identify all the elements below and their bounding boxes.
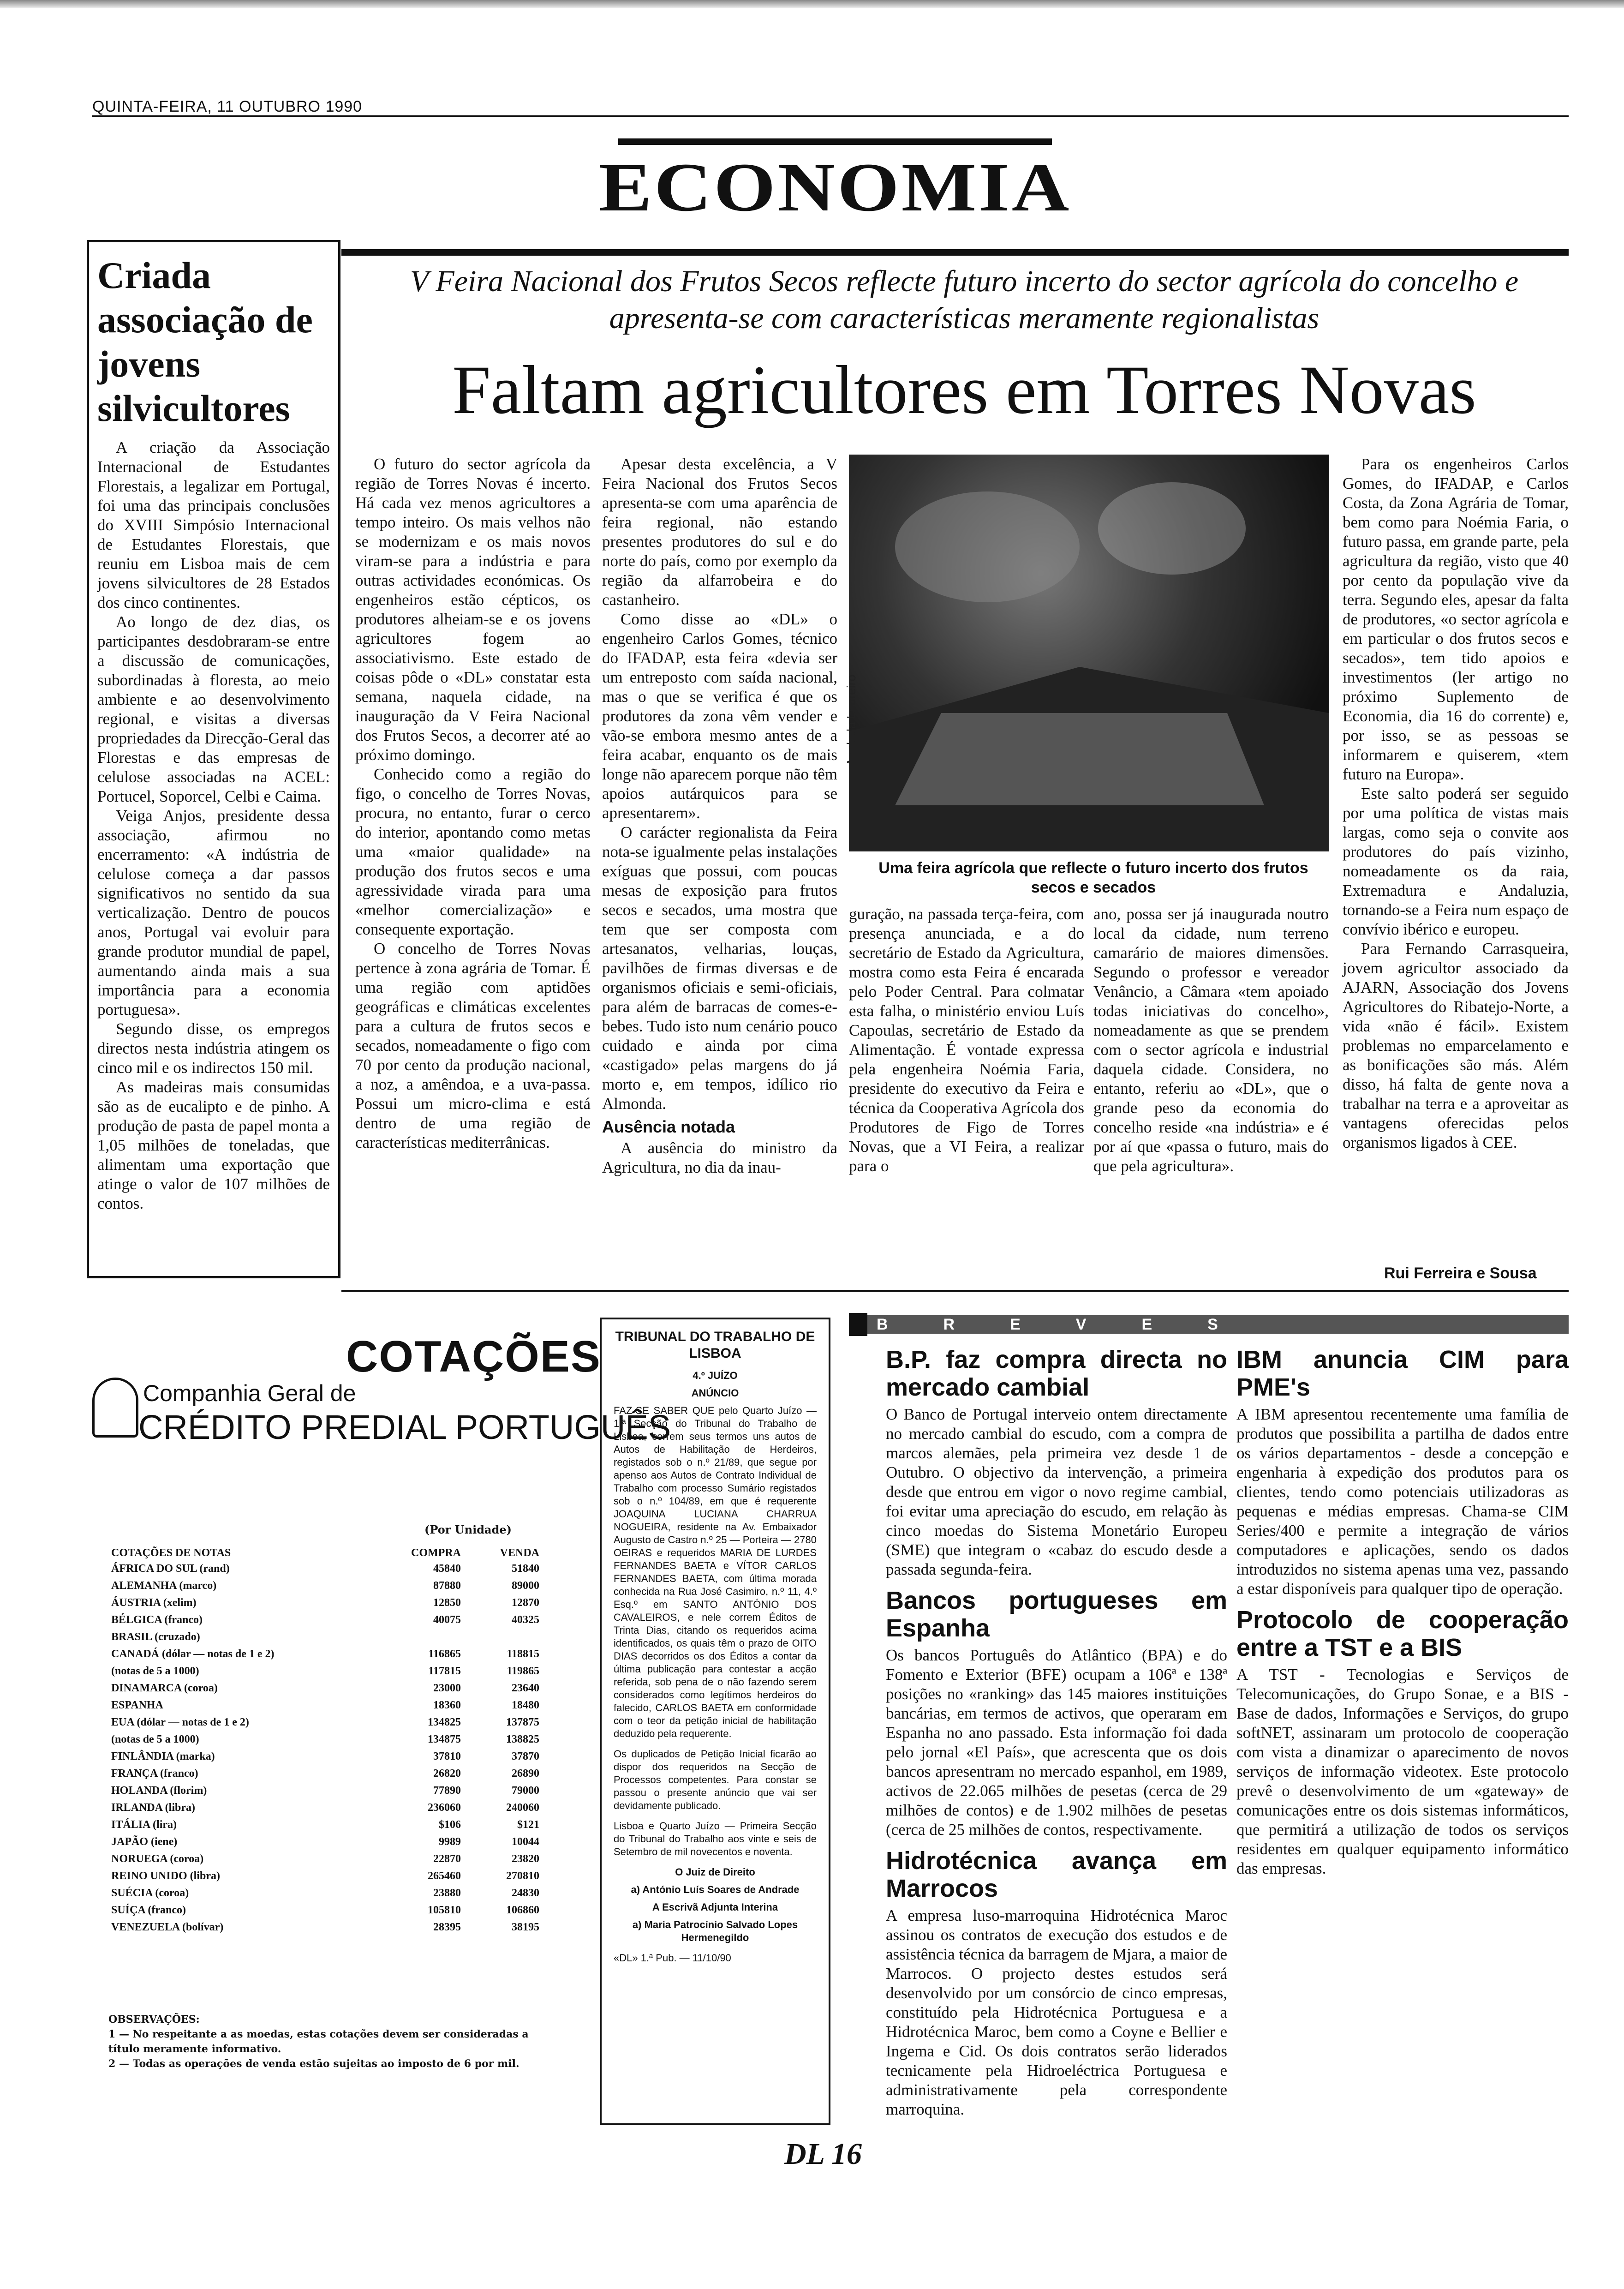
currency-cell: SUÍÇA (franco) bbox=[111, 1904, 186, 1916]
sidebar-body bbox=[97, 438, 330, 1213]
table-row bbox=[108, 1594, 542, 1612]
buy-rate-cell: 23000 bbox=[433, 1682, 461, 1694]
table-row bbox=[108, 1560, 542, 1577]
sell-rate-cell: 138825 bbox=[506, 1733, 539, 1745]
notice-title: TRIBUNAL DO TRABALHO DE LISBOA bbox=[615, 1329, 815, 1361]
brief-body: Os bancos Português do Atlântico (BPA) e do Fomento e Exterior (BFE) ocupam a 106ª e 138ª posições no «ranking» das 145 maiores instituições bancárias, em termos de activos, que operaram em Espanha no ano passado. Esta informação foi dada pelo jornal «El País», que acrescenta que os dois bancos apresentram no mercado espanhol, em 1989, activos de 22.065 milhões de pesetas (cerca de 29 milhões de contos) e de 1.902 milhões de pesetas (cerca de 25 milhões de contos, respectivamente. bbox=[886, 1646, 1227, 1839]
buy-rate-cell: 265460 bbox=[428, 1870, 461, 1882]
table-row bbox=[108, 1663, 542, 1680]
brief-body: A empresa luso-marroquina Hidrotécnica Maroc assinou os contratos de execução dos estudos e de assistência técnica da barragem de Mjara, a maior de Marrocos. O projecto destes estudos será desenvolvido por um consórcio de cinco empresas, constituído pela Hidrotécnica Portuguesa e a Hidrotécnica Maroc, bem como a Coyne e Bellier e Ingema e Cid. Os dois contratos serão liderados tecnicamente pela Hidroeléctrica Portuguesa e administrativamente pela correspondente marroquina. bbox=[886, 1906, 1227, 2118]
buy-rate-cell: 18360 bbox=[433, 1699, 461, 1711]
buy-rate-cell: 134825 bbox=[428, 1716, 461, 1728]
table-row bbox=[108, 1868, 542, 1885]
paragraph: guração, na passada terça-feira, com presença anunciada, e a do secretário de Estado da Agricultura, mostra como esta Feira é encarada pelo Poder Central. Para colmatar esta falha, o ministério enviou Luís Capoulas, secretário de Estado da Alimentação. É vontade expressa pela engenheira Noémia Faria, presidente do executivo da Feira e técnica da Cooperativa Agrícola dos Produtores de Figo de Torres Novas, que a VI Feira, a realizar para o bbox=[849, 905, 1084, 1175]
sell-rate-cell: 23640 bbox=[512, 1682, 539, 1694]
currency-cell: ALEMANHA (marco) bbox=[111, 1580, 217, 1592]
paragraph: O carácter regionalista da Feira nota-se igualmente pelas instalações exíguas que possui, com poucas mesas de exposição para frutos secos e secados, uma mostra que tem que ser composta com artesanatos, velharias, louças, pavilhões de firmas diversas e de organismos oficiais e semi-oficiais, para além de barracas de comes-e-bebes. Tudo isto num cenário pouco cuidado e ainda por cima «castigado» pelas margens do já morto e, em tempos, idílico rio Almonda. bbox=[602, 823, 837, 1113]
brief-headline: Bancos portugueses em Espanha bbox=[886, 1587, 1227, 1642]
bank-logo-icon bbox=[92, 1378, 138, 1438]
buy-rate-cell bbox=[385, 1629, 464, 1646]
section-bar bbox=[618, 138, 1052, 145]
table-row bbox=[108, 1799, 542, 1816]
notice-juizo: 4.º JUÍZO bbox=[693, 1370, 738, 1381]
paragraph: O futuro do sector agrícola da região de Torres Novas é incerto. Há cada vez menos agricultores a tempo inteiro. Os mais velhos não se modernizam e os mais novos viram-se para a indústria e para outras actividades económicas. Os engenheiros estão cépticos, os produtores alheiam-se e os jovens agricultores fogem ao associativismo. Este estado de coisas pôde o «DL» constatar esta semana, naquela cidade, na inauguração da V Feira Nacional dos Frutos Secos, a decorrer até ao próximo domingo. bbox=[355, 455, 591, 764]
cotacoes-title: COTAÇÕES bbox=[346, 1332, 601, 1381]
currency-cell: VENEZUELA (bolívar) bbox=[111, 1921, 224, 1933]
table-row bbox=[108, 1629, 542, 1646]
paragraph: Veiga Anjos, presidente dessa associação, afirmou no encerramento: «A indústria de celulose começa a dar passos significativos no sentido da sua verticalização. Dentro de poucos anos, Portugal vai evoluir para grande produtor mundial de papel, aumentando ainda mais a sua importância para a economia portuguesa». bbox=[97, 807, 330, 1019]
table-header-row bbox=[108, 1546, 542, 1560]
headline: Faltam agricultores em Torres Novas bbox=[452, 352, 1476, 428]
paragraph: Para os engenheiros Carlos Gomes, do IFADAP, e Carlos Costa, da Zona Agrária de Tomar, bem como para Noémia Faria, o futuro passa, em grande parte, pela agricultura da região, visto que 40 por cento da população vive da terra. Segundo eles, apesar da falta de produtores, «o sector agrícola e em particular o dos frutos secos e secados», tem tido apoios e investimentos (ler artigo no próximo Suplemento de Economia, dia 16 do corrente) e, por isso, se as pessoas se informarem e quiserem, «tem futuro na Europa». bbox=[1343, 455, 1569, 783]
paragraph: O concelho de Torres Novas pertence à zona agrária de Tomar. É uma região com aptidões geográficas e climáticas excelentes para a cultura de frutos secos e secados, nomeadamente o figo com 70 por cento da produção nacional, a noz, a amêndoa, e a uva-passa. Possui um micro-clima e está dentro de uma região de características mediterrânicas. bbox=[355, 940, 591, 1151]
currency-cell: REINO UNIDO (libra) bbox=[111, 1870, 221, 1882]
story-column-2 bbox=[602, 455, 837, 1177]
currency-cell: ÁUSTRIA (xelim) bbox=[111, 1597, 197, 1609]
sell-rate-cell: 118815 bbox=[507, 1648, 539, 1660]
story-column-3 bbox=[849, 905, 1084, 1176]
sell-rate-cell: 137875 bbox=[506, 1716, 539, 1728]
buy-rate-cell: 12850 bbox=[433, 1597, 461, 1609]
brief-body: O Banco de Portugal interveio ontem directamente no mercado cambial do escudo, com a compra de marcos alemães, pela primeira vez desde 1 de Outubro. O objectivo da intervenção, a primeira desde que entrou em vigor o novo regime cambial, foi evitar uma apreciação do escudo, em relação às cinco moedas do Sistema Monetário Europeu (SME) que integram o «cabaz do escudo desde a passada segunda-feira. bbox=[886, 1405, 1227, 1578]
brief-headline: Protocolo de cooperação entre a TST e a BIS bbox=[1236, 1606, 1569, 1661]
byline: Rui Ferreira e Sousa bbox=[1384, 1264, 1537, 1282]
sell-rate-cell: 38195 bbox=[512, 1921, 539, 1933]
currency-cell: DINAMARCA (coroa) bbox=[111, 1682, 218, 1694]
buy-rate-cell: 77890 bbox=[433, 1785, 461, 1797]
paragraph: Conhecido como a região do figo, o concelho de Torres Novas, procura, no entanto, furar o cerco do interior, apontando como metas uma «maior qualidade» na produção dos frutos secos e uma agressividade virada para uma «melhor comercialização» e consequente exportação. bbox=[355, 765, 591, 938]
kicker: V Feira Nacional dos Frutos Secos reflecte futuro incerto do sector agrícola do concelho e apresenta-se com características meramente regionalistas bbox=[410, 264, 1519, 335]
cotacoes-observations bbox=[108, 2012, 542, 2071]
photo-caption: Uma feira agrícola que reflecte o futuro incerto dos frutos secos e secados bbox=[878, 859, 1308, 896]
buy-rate-cell: 26820 bbox=[433, 1768, 461, 1780]
currency-cell: HOLANDA (florim) bbox=[111, 1785, 207, 1797]
sell-rate-cell: 240060 bbox=[506, 1802, 539, 1814]
sell-rate-cell: $121 bbox=[517, 1819, 539, 1831]
buy-rate-cell: 28395 bbox=[433, 1921, 461, 1933]
breves-column-1 bbox=[886, 1338, 1227, 2119]
story-column-5 bbox=[1343, 455, 1569, 1152]
buy-rate-cell: 23880 bbox=[433, 1887, 461, 1899]
sidebar-title: Criada associação de jovens silvicultores bbox=[97, 254, 313, 429]
breves-column-2 bbox=[1236, 1338, 1569, 1878]
buy-rate-cell: $106 bbox=[439, 1819, 461, 1831]
notice-body: FAZ-SE SABER QUE pelo Quarto Juízo — 1.ª Secção do Tribunal do Trabalho de Lisboa, correm seus termos uns autos de Autos de Habilitação de Herdeiros, registados sob o n.º 21/89, que segue por apenso aos Autos de Contrato Individual de Trabalho com processo Sumário registados sob o n.º 104/89, em que é requerente JOAQUINA LUCIANA CHARRUA NOGUEIRA, residente na Av. Embaixador Augusto de Castro n.º 25 — Porteira — 2780 OEIRAS e requeridos MARIA DE LURDES FERNANDES BAETA e VÍTOR CARLOS FERNANDES BAETA, com última morada conhecida na Rua José Casimiro, n.º 11, 4.º Esq.º em SANTO ANTÓNIO DOS CAVALEIROS, e nele correm Éditos de Trinta Dias, citando os requeridos acima identificados, os quais têm o prazo de OITO DIAS decorridos os dos Éditos a contar da última publicação para contestar a acção referida, sob pena de o não fazendo serem considerados como legítimos herdeiros do falecido, CARLOS BAETA em conformidade com o teor da petição inicial de habilitação deduzido pela requerente. bbox=[614, 1405, 817, 1739]
sell-rate-cell: 37870 bbox=[512, 1750, 539, 1762]
sell-rate-cell: 40325 bbox=[512, 1614, 539, 1626]
table-row bbox=[108, 1816, 542, 1834]
table-row bbox=[108, 1919, 542, 1936]
sidebar-story bbox=[87, 240, 340, 1278]
notice-body: Os duplicados de Petição Inicial ficarão ao dispor dos requeridos na Secção de Processos competentes. Para constar se passou o presente anúncio que vai ser devidamente publicado. bbox=[614, 1748, 817, 1811]
paragraph: A criação da Associação Internacional de Estudantes Florestais, a legalizar em Portugal, foi uma das principais conclusões do XVIII Simpósio Internacional de Estudantes Florestais, que reuniu em Lisboa mais de cem jovens silvicultores de 28 Estados dos cinco continentes. bbox=[97, 438, 330, 611]
brief-headline: IBM anuncia CIM para PME's bbox=[1236, 1346, 1569, 1401]
column-header: COTAÇÕES DE NOTAS bbox=[111, 1547, 231, 1559]
currency-cell: FINLÂNDIA (marka) bbox=[111, 1750, 215, 1762]
photo-credit: Anabela Loureiro bbox=[844, 674, 858, 766]
table-row bbox=[108, 1714, 542, 1731]
buy-rate-cell: 40075 bbox=[433, 1614, 461, 1626]
table-row bbox=[108, 1577, 542, 1594]
observations-title: OBSERVAÇÕES: bbox=[108, 2013, 200, 2025]
sell-rate-cell: 106860 bbox=[506, 1904, 539, 1916]
sell-rate-cell: 51840 bbox=[512, 1563, 539, 1575]
currency-cell: SUÉCIA (coroa) bbox=[111, 1887, 189, 1899]
buy-rate-cell: 105810 bbox=[428, 1904, 461, 1916]
top-edge bbox=[0, 0, 1624, 8]
currency-cell: (notas de 5 a 1000) bbox=[111, 1665, 199, 1677]
paragraph: ano, possa ser já inaugurada noutro local da cidade, num terreno camarário de maiores dimensões. Segundo o professor e vereador Venâncio, a Câmara «tem apoiado todas iniciativas do concelho», nomeadamente as que se prendem com o sector agrícola e industrial daquela cidade. Considera, no entanto, referiu ao «DL», que o grande peso da economia do concelho reside «na indústria» e é por aí que «passa o futuro, mais do que pela agricultura». bbox=[1093, 905, 1329, 1175]
sell-rate-cell: 24830 bbox=[512, 1887, 539, 1899]
currency-cell: ITÁLIA (lira) bbox=[111, 1819, 177, 1831]
column-header: COMPRA bbox=[411, 1547, 461, 1559]
currency-cell: BRASIL (cruzado) bbox=[111, 1631, 200, 1643]
header-rule bbox=[92, 115, 1569, 117]
fair-photo bbox=[849, 455, 1329, 851]
section-title: ECONOMIA bbox=[599, 149, 1071, 226]
sell-rate-cell: 12870 bbox=[512, 1597, 539, 1609]
table-row bbox=[108, 1902, 542, 1919]
currency-cell: JAPÃO (iene) bbox=[111, 1836, 178, 1848]
table-row bbox=[108, 1612, 542, 1629]
notice-signature: a) António Luís Soares de Andrade bbox=[631, 1884, 800, 1895]
currency-cell: ÁFRICA DO SUL (rand) bbox=[111, 1563, 230, 1575]
notice-body: Lisboa e Quarto Juízo — Primeira Secção do Tribunal do Trabalho aos vinte e seis de Setembro de mil novecentos e noventa. bbox=[614, 1820, 817, 1858]
paragraph: Ao longo de dez dias, os participantes desdobraram-se entre a discussão de comunicações, subordinadas à floresta, ao meio ambiente e ao desenvolvimento regional, e visitas a diversas propriedades da Direcção-Geral das Florestas e das empresas de celulose associadas na ACEL: Portucel, Soporcel, Celbi e Caima. bbox=[97, 613, 330, 805]
buy-rate-cell: 9989 bbox=[439, 1836, 461, 1848]
notice-publication: «DL» 1.ª Pub. — 11/10/90 bbox=[614, 1952, 731, 1964]
table-row bbox=[108, 1646, 542, 1663]
table-row bbox=[108, 1748, 542, 1765]
notice-signature: A Escrivã Adjunta Interina bbox=[652, 1901, 778, 1913]
paragraph: Este salto poderá ser seguido por uma política de vistas mais largas, como seja o convite aos produtores do país vizinho, nomeadamente os da raia, Extremadura e Andaluzia, tornando-se a Feira num espaço de convívio ibérico e europeu. bbox=[1343, 785, 1569, 938]
dateline: QUINTA-FEIRA, 11 OUTUBRO 1990 bbox=[92, 98, 363, 115]
subhead: Ausência notada bbox=[602, 1117, 735, 1136]
observation: 1 — No respeitante a as moedas, estas cotações devem ser consideradas a título meramente informativo. bbox=[108, 2028, 529, 2055]
currency-cell: FRANÇA (franco) bbox=[111, 1768, 198, 1780]
story-column-1 bbox=[355, 455, 591, 1152]
currency-cell: BÉLGICA (franco) bbox=[111, 1614, 203, 1626]
currency-cell: IRLANDA (libra) bbox=[111, 1802, 196, 1814]
exchange-rates-table bbox=[108, 1546, 542, 1936]
brief-body: A TST - Tecnologias e Serviços de Telecomunicações, do Grupo Sonae, e a BIS - Base de dados, Informações e Serviços, do grupo softNET, assinaram um protocolo de cooperação com vista a dinamizar o aparecimento de novos serviços de informação videotex. Este protocolo prevê o desenvolvimento de um «gateway» de comunicações entre os dois sistemas informáticos, que permitirá a utilização de todos os serviços residentes em qualquer equipamento informático das empresas. bbox=[1236, 1666, 1569, 1877]
paragraph: Como disse ao «DL» o engenheiro Carlos Gomes, técnico do IFADAP, esta feira «devia ser um entreposto com saída nacional, mas o que se verifica é que os produtores da zona vêm vender e vão-se embora mesmo antes de a feira acabar, enquanto os de mais longe não aparecem porque não têm apoios autárquicos para se apresentarem». bbox=[602, 610, 837, 822]
main-story-top-rule bbox=[341, 249, 1569, 256]
notice-label: ANÚNCIO bbox=[691, 1387, 739, 1399]
story-column-4 bbox=[1093, 905, 1329, 1176]
brief-body: A IBM apresentou recentemente uma família de produtos que possibilita a partilha de dados entre os vários departamentos - desde a concepção e engenharia à expedição dos produtos para os clientes, tendo como potenciais utilizadoras as pequenas e médias empresas. Chama-se CIM Series/400 e permite a integração de vários computadores e aplicações, sendo os dados introduzidos no sistema apenas uma vez, passando a estar disponíveis para qualquer tipo de operação. bbox=[1236, 1405, 1569, 1598]
sell-rate-cell: 26890 bbox=[512, 1768, 539, 1780]
court-notice bbox=[600, 1318, 830, 2125]
table-row bbox=[108, 1851, 542, 1868]
breves-label: BREVES bbox=[877, 1316, 1273, 1333]
buy-rate-cell: 37810 bbox=[433, 1750, 461, 1762]
buy-rate-cell: 117815 bbox=[428, 1665, 461, 1677]
table-row bbox=[108, 1765, 542, 1782]
sell-rate-cell: 89000 bbox=[512, 1580, 539, 1592]
notice-signature: O Juiz de Direito bbox=[675, 1866, 755, 1878]
table-row bbox=[108, 1782, 542, 1799]
sell-rate-cell: 18480 bbox=[512, 1699, 539, 1711]
buy-rate-cell: 87880 bbox=[433, 1580, 461, 1592]
brief-headline: Hidrotécnica avança em Marrocos bbox=[886, 1847, 1227, 1902]
table-row bbox=[108, 1697, 542, 1714]
main-story-bottom-rule bbox=[341, 1290, 1569, 1292]
sell-rate-cell: 79000 bbox=[512, 1785, 539, 1797]
page-footer: DL 16 bbox=[784, 2137, 862, 2171]
observation: 2 — Todas as operações de venda estão sujeitas ao imposto de 6 por mil. bbox=[108, 2058, 519, 2070]
sell-rate-cell bbox=[464, 1629, 542, 1646]
sell-rate-cell: 270810 bbox=[506, 1870, 539, 1882]
currency-cell: ESPANHA bbox=[111, 1699, 163, 1711]
column-header: VENDA bbox=[500, 1547, 539, 1559]
table-row bbox=[108, 1680, 542, 1697]
sell-rate-cell: 23820 bbox=[512, 1853, 539, 1865]
buy-rate-cell: 236060 bbox=[428, 1802, 461, 1814]
buy-rate-cell: 22870 bbox=[433, 1853, 461, 1865]
paragraph: A ausência do ministro da Agricultura, no dia da inau- bbox=[602, 1139, 837, 1176]
sell-rate-cell: 10044 bbox=[512, 1836, 539, 1848]
table-row bbox=[108, 1834, 542, 1851]
paragraph: Segundo disse, os empregos directos nesta indústria atingem os cinco mil e os indirectos 150 mil. bbox=[97, 1020, 330, 1077]
bank-name-line-1: Companhia Geral de bbox=[143, 1380, 356, 1406]
buy-rate-cell: 45840 bbox=[433, 1563, 461, 1575]
sell-rate-cell: 119865 bbox=[507, 1665, 539, 1677]
paragraph: Para Fernando Carrasqueira, jovem agricultor associado da AJARN, Associação dos Jovens Agricultores do Ribatejo-Norte, a vida «não é fácil». Existem problemas no emparcelamento e as bonificações são más. Além disso, há falta de gente nova a trabalhar na terra e a aproveitar as vantagens oferecidas pelos organismos ligados à CEE. bbox=[1343, 940, 1569, 1151]
buy-rate-cell: 134875 bbox=[428, 1733, 461, 1745]
table-row bbox=[108, 1885, 542, 1902]
fair-photo-image bbox=[849, 455, 1329, 851]
paragraph: Apesar desta excelência, a V Feira Nacional dos Frutos Secos apresenta-se com uma aparência de feira regional, não estando presentes produtores do sul e do norte do país, como por exemplo da região da alfarrobeira e do castanheiro. bbox=[602, 455, 837, 609]
buy-rate-cell: 116865 bbox=[428, 1648, 461, 1660]
paragraph: As madeiras mais consumidas são as de eucalipto e de pinho. A produção de pasta de papel monta a 1,05 milhões de toneladas, que alimentam uma exportação que atinge o valor de 107 milhões de contos. bbox=[97, 1078, 330, 1212]
unit-label: (Por Unidade) bbox=[424, 1523, 512, 1536]
currency-cell: (notas de 5 a 1000) bbox=[111, 1733, 199, 1745]
notice-signature: a) Maria Patrocínio Salvado Lopes Hermenegildo bbox=[632, 1919, 798, 1943]
brief-headline: B.P. faz compra directa no mercado cambial bbox=[886, 1346, 1227, 1401]
table-row bbox=[108, 1731, 542, 1748]
currency-cell: CANADÁ (dólar — notas de 1 e 2) bbox=[111, 1648, 275, 1660]
currency-cell: NORUEGA (coroa) bbox=[111, 1853, 204, 1865]
bank-name-line-2: CRÉDITO PREDIAL PORTUGUÊS bbox=[138, 1408, 671, 1446]
currency-cell: EUA (dólar — notas de 1 e 2) bbox=[111, 1716, 249, 1728]
breves-marker bbox=[849, 1313, 867, 1336]
